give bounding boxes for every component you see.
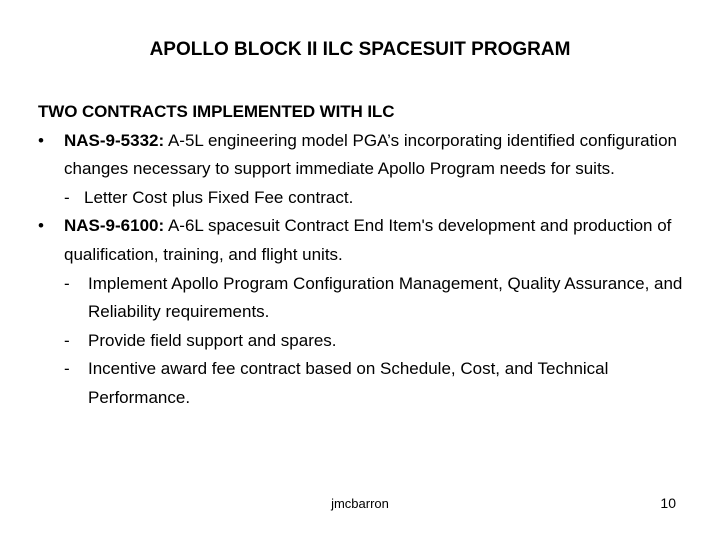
bullet-text [64, 131, 677, 179]
sub-item [38, 327, 688, 356]
sub-item-marker: - [64, 330, 70, 350]
slide-body [38, 98, 688, 413]
sub-item-marker: - [64, 359, 70, 379]
bullet-item [38, 212, 688, 269]
bullet-description: A-6L spacesuit Contract End Item's development and production of qualification, training, and flight units. [64, 216, 672, 264]
sub-item-marker: - [64, 187, 70, 207]
bullet-marker: • [38, 216, 44, 236]
sub-item-marker: - [64, 273, 70, 293]
contract-code: NAS-9-6100: [64, 216, 165, 236]
sub-item [38, 184, 688, 213]
bullet-description: A-5L engineering model PGA’s incorporating identified configuration changes necessary to support immediate Apollo Program needs for suits. [64, 130, 677, 179]
sub-item-text: Incentive award fee contract based on Schedule, Cost, and Technical Performance. [88, 359, 609, 407]
sub-item-text: Provide field support and spares. [88, 330, 337, 350]
slide-title: APOLLO BLOCK II ILC SPACESUIT PROGRAM [149, 39, 571, 60]
bullet-item [38, 127, 688, 184]
contract-code: NAS-9-5332: [64, 130, 165, 150]
section-heading: TWO CONTRACTS IMPLEMENTED WITH ILC [38, 102, 395, 121]
bullet-marker: • [38, 130, 44, 150]
footer-author: jmcbarron [331, 496, 389, 511]
page-number: 10 [660, 495, 676, 511]
sub-item-text: Letter Cost plus Fixed Fee contract. [84, 187, 354, 207]
sub-item [38, 355, 688, 412]
sub-item-text: Implement Apollo Program Configuration Management, Quality Assurance, and Reliability requirements. [88, 273, 683, 322]
sub-item [38, 270, 688, 327]
bullet-text [64, 216, 671, 264]
